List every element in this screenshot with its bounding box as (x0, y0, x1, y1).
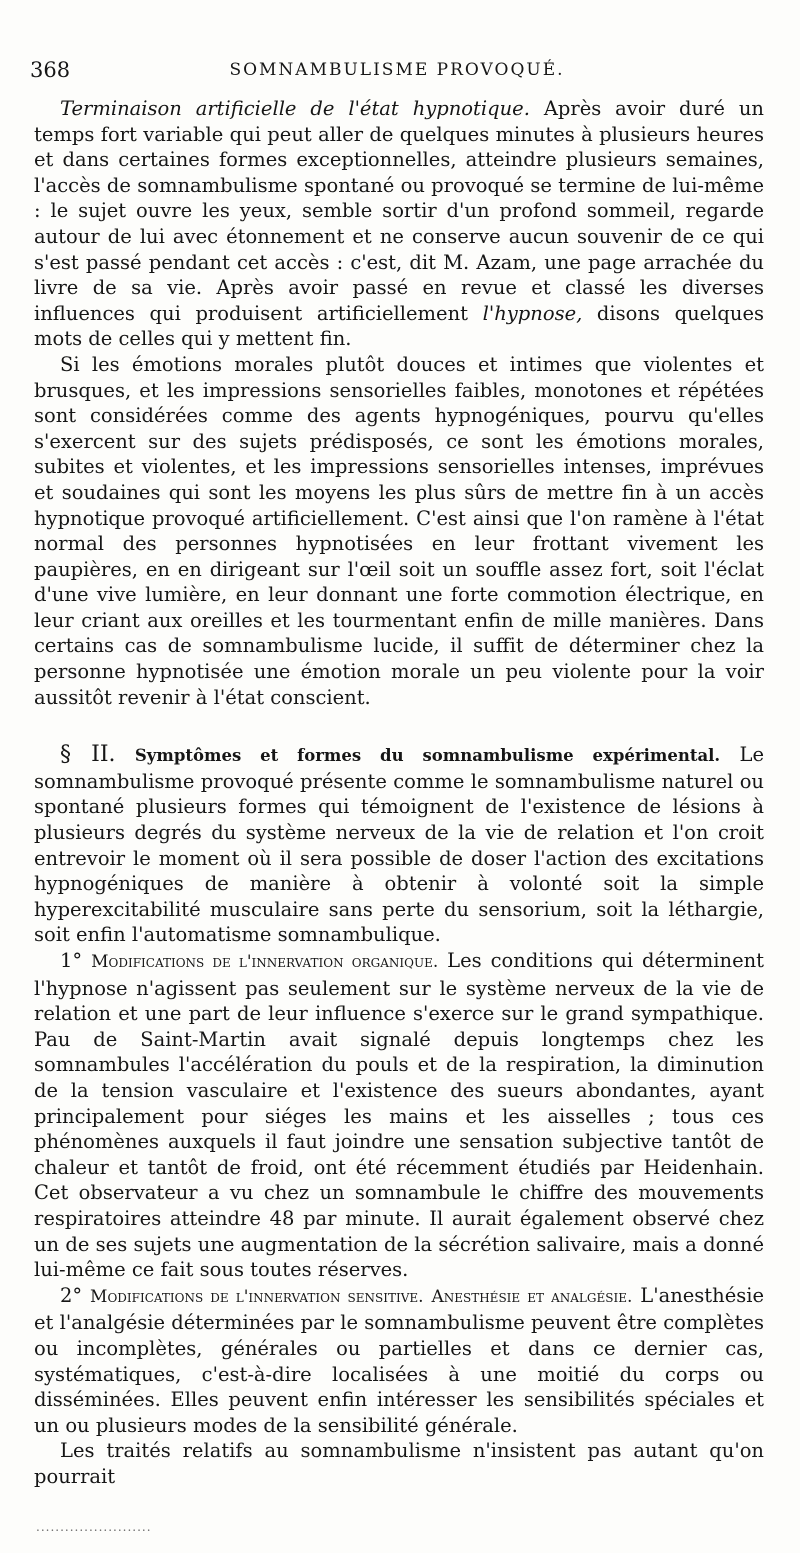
section-title: Symptômes et formes du somnambulisme expérimental. (134, 746, 721, 766)
paragraph-text: Après avoir duré un temps fort variable qui peut aller de quelques minutes à plusieurs heures et dans certaines formes exceptionnelles, atteindre plusieurs semaines, l'accès de somnambulisme spontané ou provoqué se termine de lui-même : le sujet ouvre les yeux, semble sortir d'un profond sommeil, regarde autour de lui avec étonnement et ne conserve aucun souvenir de ce qui s'est passé pendant cet accès : c'est, dit M. Azam, une page arrachée du livre de sa vie. Après avoir passé en revue et classé les diverses influences qui produisent artificiellement (34, 97, 764, 325)
paragraph-traites: Les traités relatifs au somnambulisme n'insistent pas autant qu'on pourrait (34, 1439, 764, 1488)
paragraph-lead-heading: Terminaison artificielle de l'état hypnotique. (60, 97, 530, 120)
italic-term: l'hypnose, (482, 301, 583, 325)
paragraph-innervation-sensitive (34, 1283, 764, 1439)
section-gap (34, 710, 764, 742)
paragraph-text: Les conditions qui déterminent l'hypnose n'agissent pas seulement sur le système nerveux de la vie de relation et une part de leur influence s'exerce sur le grand sympathique. Pau de Saint-Martin avait signalé depuis longtemps chez les somnambules l'accélération du pouls et de la respiration, la diminution de la tension vasculaire et l'existence des sueurs abondantes, ayant principalement pour siéges les mains et les aisselles ; tous ces phénomènes auxquels il faut joindre une sensation subjective tantôt de chaleur et tantôt de froid, ont été récemment étudiés par Heidenhain. Cet observateur a vu chez un somnambule le chiffre des mouvements respiratoires atteindre 48 par minute. Il aurait également observé chez un de ses sujets une augmentation de la sécrétion salivaire, mais a donné lui-même ce fait sous toutes réserves. (34, 949, 764, 1282)
running-head (30, 58, 764, 90)
paragraph-terminaison (34, 96, 764, 352)
section-number: § II. (60, 742, 116, 768)
page-number: 368 (30, 58, 71, 82)
paragraph-emotions: Si les émotions morales plutôt douces et intimes que violentes et brusques, et les impressions sensorielles faibles, monotones et répétées sont considérées comme des agents hypnogéniques, pourvu qu'elles s'exercent sur des sujets prédisposés, ce sont les émotions morales, subites et violentes, et les impressions sensorielles intenses, imprévues et soudaines qui sont les moyens les plus sûrs de mettre fin à un accès hypnotique provoqué artificiellement. C'est ainsi que l'on ramène à l'état normal des personnes hypnotisées en leur frottant vivement les paupières, en en dirigeant sur l'œil soit un souffle assez fort, soit l'éclat d'une vive lumière, en leur donnant une forte commotion électrique, en leur criant aux oreilles et les tourmentant enfin de mille manières. Dans certains cas de somnambulisme lucide, il suffit de déterminer chez la personne hypnotisée une émotion morale un peu violente pour la voir aussitôt revenir à l'état conscient. (34, 352, 764, 709)
page-header-title: SOMNAMBULISME PROVOQUÉ. (229, 60, 565, 80)
subsection-subheading: Anesthésie et analgésie. (431, 1286, 633, 1307)
paragraph-text: Le somnambulisme provoqué présente comme le somnambulisme naturel ou spontané plusieurs formes qui témoignent de l'existence de lésions à plusieurs degrés du système nerveux de la vie de relation et l'on croit entrevoir le moment où il sera possible de doser l'action des excitations hypnogéniques de manière à obtenir à volonté soit la simple hyperexcitabilité musculaire sans perte du sensorium, soit la léthargie, soit enfin l'automatisme somnambulique. (34, 743, 764, 947)
body-text (34, 96, 764, 1489)
paragraph-text: L'anesthésie et l'analgésie déterminées par le somnambulisme peuvent être complètes ou incomplètes, générales ou partielles et dans ce dernier cas, systématiques, c'est-à-dire localisées à une moitié du corps ou disséminées. Elles peuvent enfin intéresser les sensibilités spéciales et un ou plusieurs modes de la sensibilité générale. (34, 1283, 765, 1437)
paragraph-text: disons quelques mots de celles qui y mettent fin. (34, 301, 764, 351)
subsection-number: 1° (60, 949, 92, 972)
subsection-heading: Modifications de l'innervation organique. (91, 952, 439, 972)
subsection-heading: Modifications de l'innervation sensitive. (90, 1286, 424, 1307)
paragraph-section-ii (34, 742, 764, 948)
subsection-number: 2° (60, 1283, 91, 1307)
footer-rule: ........................ (36, 1520, 152, 1534)
paragraph-innervation-organique (34, 948, 764, 1283)
